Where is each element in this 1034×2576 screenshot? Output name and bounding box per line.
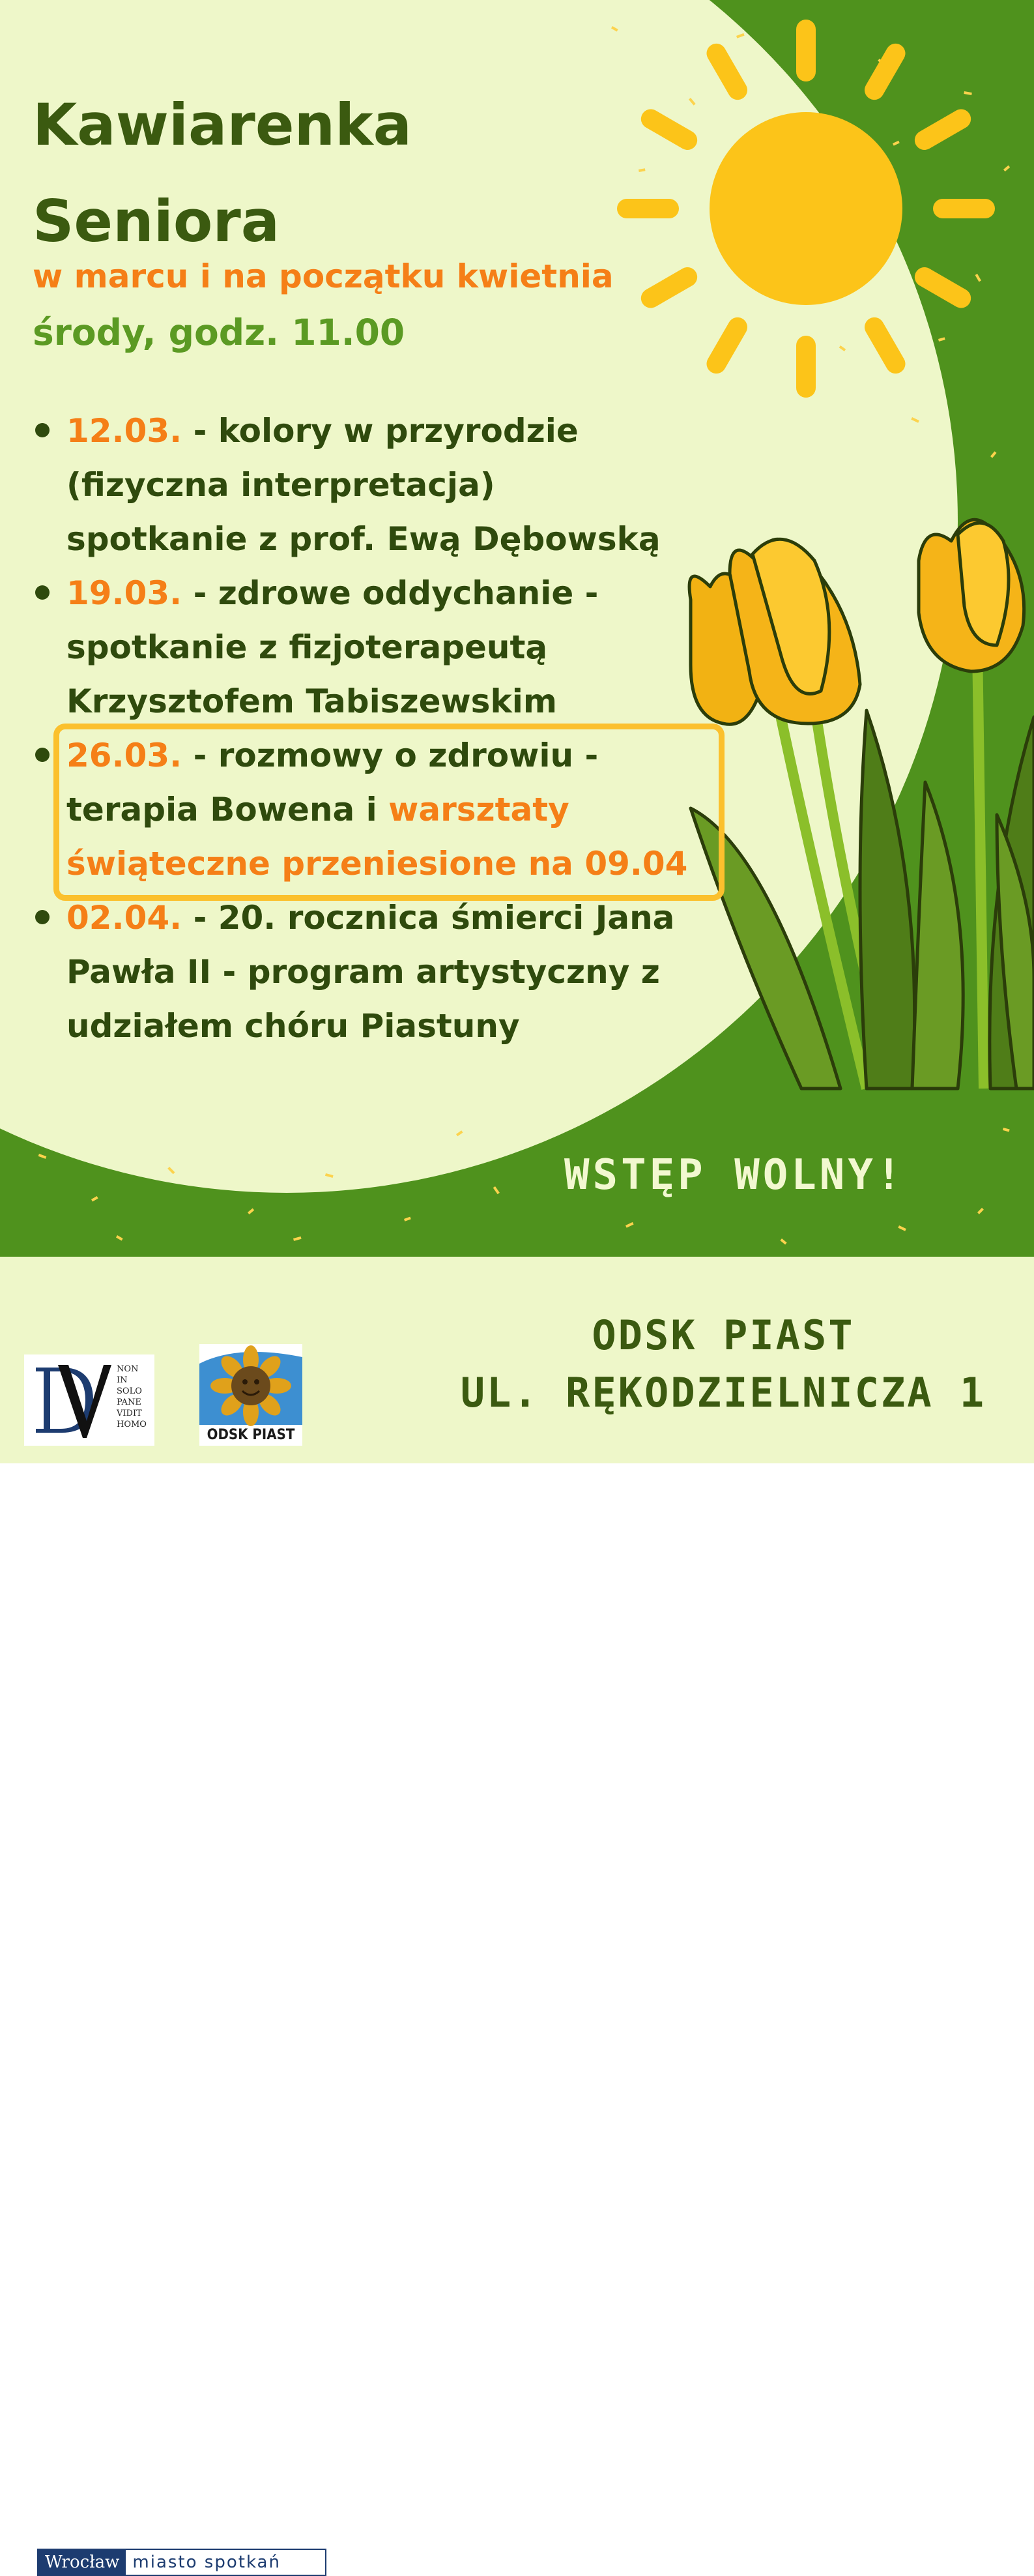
event-line	[66, 404, 687, 458]
address	[424, 1307, 1023, 1422]
wroclaw-logo-slogan: miasto spotkań	[132, 2553, 281, 2572]
dv-logo	[24, 1354, 154, 1446]
odsk-piast-logo	[199, 1344, 302, 1446]
dv-motto	[117, 1364, 147, 1430]
title-line-2: Seniora	[33, 188, 280, 255]
event-item	[66, 891, 687, 1053]
event-text: spotkanie z fizjoterapeutą	[66, 628, 548, 666]
dv-motto-word: HOMO	[117, 1420, 147, 1429]
event-date: 02.04.	[66, 899, 182, 937]
event-item	[66, 566, 687, 729]
event-text: (fizyczna interpretacja)	[66, 466, 495, 504]
address-line-2: UL. RĘKODZIELNICZA 1	[460, 1369, 986, 1416]
dv-mark-icon	[31, 1358, 115, 1442]
event-date: 26.03.	[66, 737, 182, 774]
highlight-box	[53, 724, 725, 901]
event-item	[66, 404, 687, 566]
bullet-icon	[35, 910, 50, 924]
footer	[0, 1257, 1034, 2572]
event-text: Krzysztofem Tabiszewskim	[66, 682, 557, 720]
dv-motto-word: VIDIT	[117, 1409, 142, 1418]
event-text: terapia Bowena i	[66, 791, 389, 828]
bullet-icon	[35, 748, 50, 762]
event-date: 19.03.	[66, 574, 182, 612]
event-text: spotkanie z prof. Ewą Dębowską	[66, 520, 661, 558]
dv-motto-word: IN	[117, 1375, 128, 1385]
schedule-text: środy, godz. 11.00	[33, 312, 405, 353]
event-text: - 20. rocznica śmierci Jana	[182, 899, 675, 937]
dv-motto-word: NON	[117, 1364, 139, 1374]
free-entry-text: WSTĘP WOLNY!	[564, 1151, 905, 1199]
event-text: - rozmowy o zdrowiu -	[182, 737, 599, 774]
odsk-piast-logo-label: ODSK PIAST	[207, 1427, 295, 1443]
subtitle: w marcu i na początku kwietnia	[33, 257, 614, 295]
event-line	[66, 566, 687, 621]
bullet-icon	[35, 585, 50, 600]
poster-title	[33, 77, 412, 270]
event-accent-text: świąteczne przeniesione na 09.04	[66, 845, 688, 883]
event-text: udziałem chóru Piastuny	[66, 1007, 520, 1045]
dv-motto-word: PANE	[117, 1398, 141, 1407]
sunflower-icon	[199, 1344, 302, 1425]
event-accent-text: warsztaty	[388, 791, 569, 828]
event-text: - kolory w przyrodzie	[182, 412, 579, 450]
address-line-1: ODSK PIAST	[592, 1311, 855, 1359]
wroclaw-logo-name: Wrocław	[38, 2550, 126, 2575]
dv-motto-word: SOLO	[117, 1386, 142, 1396]
event-date: 12.03.	[66, 412, 182, 450]
title-line-1: Kawiarenka	[33, 91, 412, 158]
event-text: - zdrowe oddychanie -	[182, 574, 599, 612]
wroclaw-logo	[37, 2549, 326, 2576]
bullet-icon	[35, 423, 50, 437]
event-text: Pawła II - program artystyczny z	[66, 953, 660, 991]
